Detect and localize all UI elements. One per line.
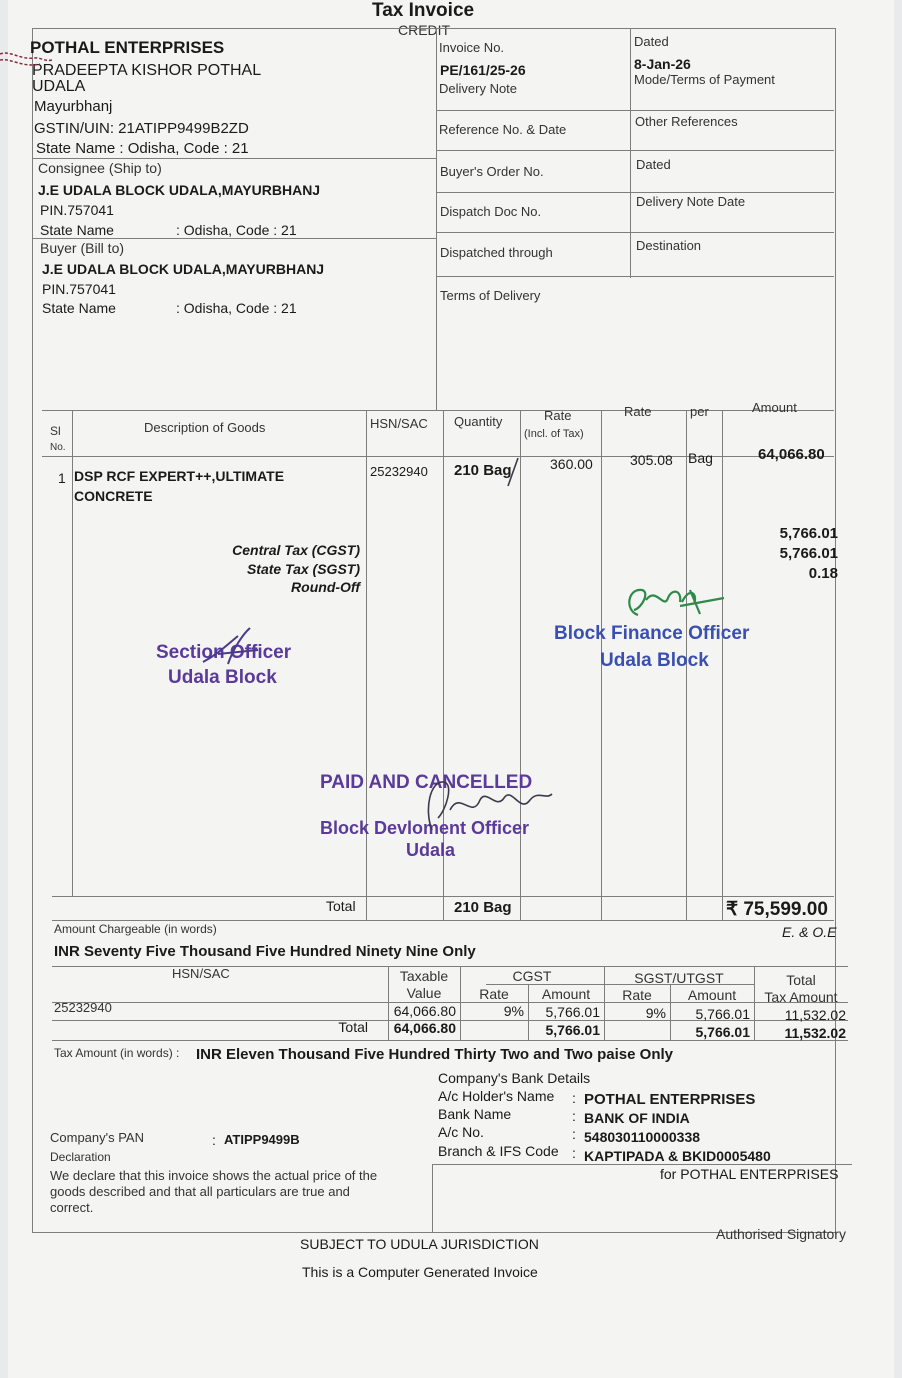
stamp-bdo-udala: Udala — [406, 840, 456, 860]
reference-label: Reference No. & Date — [439, 122, 567, 137]
total-quantity: 210 Bag — [454, 899, 512, 916]
sgst-rate-header: Rate — [622, 987, 652, 1003]
stamp-bdo: Block Devloment Officer — [320, 818, 530, 838]
buyer-name: J.E UDALA BLOCK UDALA,MAYURBHANJ — [42, 261, 325, 277]
stamp-section-block: Udala Block — [168, 667, 277, 688]
mode-terms-label: Mode/Terms of Payment — [634, 72, 775, 87]
ac-no-colon: : — [572, 1126, 576, 1142]
destination-label: Destination — [636, 238, 702, 253]
declaration-line1: We declare that this invoice shows the actual price of the — [50, 1168, 378, 1183]
taxable-header-1: Taxable — [399, 968, 449, 984]
cgst-header: CGST — [512, 968, 552, 984]
consignee-state-value: : Odisha, Code : 21 — [176, 222, 297, 238]
hsn-total-sgst: 5,766.01 — [695, 1024, 750, 1040]
bank-name: BANK OF INDIA — [584, 1110, 690, 1126]
hsn-row-total: 11,532.02 — [784, 1007, 846, 1023]
total-amount: ₹ 75,599.00 — [726, 899, 828, 920]
bank-name-label: Bank Name — [438, 1106, 512, 1122]
hsn-row-cgst-rate: 9% — [503, 1003, 524, 1019]
col-hsn: HSN/SAC — [370, 416, 428, 431]
bdo-signature — [420, 770, 560, 840]
invoice-paper — [8, 0, 894, 1378]
buyer-state-value: : Odisha, Code : 21 — [176, 300, 297, 316]
branch-label: Branch & IFS Code — [438, 1143, 559, 1159]
col-rate-incl-sub: (Incl. of Tax) — [524, 428, 584, 440]
stamp-paid-cancelled: PAID AND CANCELLED — [320, 772, 533, 793]
col-per: per — [690, 404, 709, 419]
total-tax-header-1: Total — [786, 972, 816, 988]
hsn-row-taxable: 64,066.80 — [393, 1003, 456, 1019]
quantity-tick-mark — [502, 456, 522, 490]
stamp-section-officer: Section Officer — [156, 642, 292, 663]
cgst-rate-header: Rate — [479, 986, 509, 1002]
hsn-total-cgst: 5,766.01 — [545, 1022, 600, 1038]
seller-state: State Name : Odisha, Code : 21 — [36, 140, 249, 157]
hsn-row-cgst-amount: 5,766.01 — [545, 1004, 600, 1020]
stamp-bfo: Block Finance Officer — [554, 623, 750, 644]
item-sl: 1 — [58, 470, 66, 486]
ac-holder-name: POTHAL ENTERPRISES — [584, 1091, 756, 1108]
buyer-pin: PIN.757041 — [42, 281, 116, 297]
taxable-header-2: Value — [406, 985, 442, 1001]
col-rate-incl: Rate — [544, 408, 572, 423]
col-amount: Amount — [752, 400, 797, 415]
other-refs-label: Other References — [635, 114, 738, 129]
hsn-row-sgst-rate: 9% — [645, 1005, 666, 1021]
invoice-subtitle: CREDIT — [398, 22, 451, 38]
dated-label: Dated — [634, 34, 669, 49]
col-no: No. — [50, 442, 66, 453]
item-quantity: 210 Bag — [454, 462, 512, 479]
delivery-note-date-label: Delivery Note Date — [636, 194, 746, 209]
total-tax-header-2: Tax Amount — [764, 989, 838, 1005]
hsn-row-code: 25232940 — [54, 1000, 112, 1015]
item-hsn: 25232940 — [370, 464, 428, 479]
tax-sgst-label: State Tax (SGST) — [246, 561, 360, 577]
tax-sgst-amount: 5,766.01 — [779, 545, 838, 562]
ac-holder-colon: : — [572, 1090, 576, 1106]
tax-amount-in-words: INR Eleven Thousand Five Hundred Thirty Two and Two paise Only — [196, 1046, 673, 1063]
round-off-label: Round-Off — [291, 579, 360, 595]
item-desc-line2: CONCRETE — [74, 488, 153, 504]
consignee-state-label: State Name — [40, 222, 114, 238]
dated2-label: Dated — [636, 157, 671, 172]
branch-colon: : — [572, 1145, 576, 1161]
declaration-line3: correct. — [50, 1200, 94, 1215]
declaration-line2: goods described and that all particulars are true and — [50, 1184, 350, 1199]
file-tag-string — [0, 40, 60, 80]
item-amount: 64,066.80 — [758, 446, 825, 463]
dispatched-through-label: Dispatched through — [440, 245, 553, 260]
buyer-order-label: Buyer's Order No. — [440, 164, 544, 179]
consignee-label: Consignee (Ship to) — [38, 160, 162, 176]
pan-label: Company's PAN — [50, 1130, 144, 1145]
eoe-label: E. & O.E — [782, 924, 837, 940]
declaration-title: Declaration — [50, 1150, 111, 1164]
sgst-amount-header: Amount — [687, 987, 737, 1003]
bank-details-title: Company's Bank Details — [438, 1070, 591, 1086]
ac-no-label: A/c No. — [438, 1124, 484, 1140]
consignee-name: J.E UDALA BLOCK UDALA,MAYURBHANJ — [38, 182, 321, 198]
seller-city: UDALA — [32, 78, 86, 95]
hsn-col-header: HSN/SAC — [172, 966, 230, 981]
ac-no: 548030110000338 — [584, 1129, 701, 1145]
dispatch-doc-label: Dispatch Doc No. — [440, 204, 542, 219]
col-sl: Sl — [50, 424, 61, 438]
invoice-title: Tax Invoice — [372, 0, 475, 21]
tax-cgst-label: Central Tax (CGST) — [232, 542, 360, 558]
terms-delivery-label: Terms of Delivery — [440, 288, 541, 303]
authorised-signatory: Authorised Signatory — [716, 1226, 846, 1242]
cgst-amount-header: Amount — [541, 986, 591, 1002]
delivery-note-label: Delivery Note — [439, 81, 518, 96]
seller-district: Mayurbhanj — [34, 98, 113, 115]
section-officer-signature — [198, 624, 268, 674]
item-rate: 305.08 — [630, 452, 673, 468]
hsn-total-tax: 11,532.02 — [784, 1025, 846, 1041]
hsn-row-sgst-amount: 5,766.01 — [695, 1006, 750, 1022]
sgst-header: SGST/UTGST — [634, 970, 724, 986]
computer-generated-note: This is a Computer Generated Invoice — [302, 1264, 538, 1280]
seller-proprietor: PRADEEPTA KISHOR POTHAL — [32, 62, 262, 79]
col-rate: Rate — [624, 404, 652, 419]
round-off-amount: 0.18 — [808, 565, 838, 582]
invoice-no: PE/161/25-26 — [440, 62, 526, 78]
seller-name: POTHAL ENTERPRISES — [30, 38, 225, 57]
seller-gstin: GSTIN/UIN: 21ATIPP9499B2ZD — [34, 120, 249, 137]
bfo-signature — [620, 580, 730, 630]
col-description: Description of Goods — [144, 420, 266, 435]
buyer-state-label: State Name — [42, 300, 116, 316]
pan-value: ATIPP9499B — [224, 1132, 300, 1147]
bank-name-colon: : — [572, 1108, 576, 1124]
item-rate-incl: 360.00 — [550, 456, 593, 472]
buyer-label: Buyer (Bill to) — [40, 240, 125, 256]
invoice-no-label: Invoice No. — [439, 40, 505, 55]
pan-colon: : — [212, 1132, 216, 1148]
for-company: for POTHAL ENTERPRISES — [660, 1166, 839, 1182]
hsn-total-taxable: 64,066.80 — [393, 1020, 456, 1036]
amount-in-words: INR Seventy Five Thousand Five Hundred Ninety Nine Only — [54, 943, 476, 960]
item-desc-line1: DSP RCF EXPERT++,ULTIMATE — [74, 468, 285, 484]
consignee-pin: PIN.757041 — [40, 202, 114, 218]
branch-ifs: KAPTIPADA & BKID0005480 — [584, 1148, 771, 1164]
total-label: Total — [326, 898, 356, 914]
dated-value: 8-Jan-26 — [634, 56, 691, 72]
col-quantity: Quantity — [454, 414, 503, 429]
item-per: Bag — [688, 450, 713, 466]
jurisdiction-note: SUBJECT TO UDULA JURISDICTION — [300, 1236, 539, 1252]
stamp-bfo-block: Udala Block — [600, 650, 709, 671]
ac-holder-label: A/c Holder's Name — [438, 1088, 555, 1104]
hsn-total-label: Total — [338, 1019, 368, 1035]
amount-words-label: Amount Chargeable (in words) — [54, 922, 217, 936]
tax-cgst-amount: 5,766.01 — [779, 525, 838, 542]
tax-words-label: Tax Amount (in words) : — [54, 1046, 180, 1060]
